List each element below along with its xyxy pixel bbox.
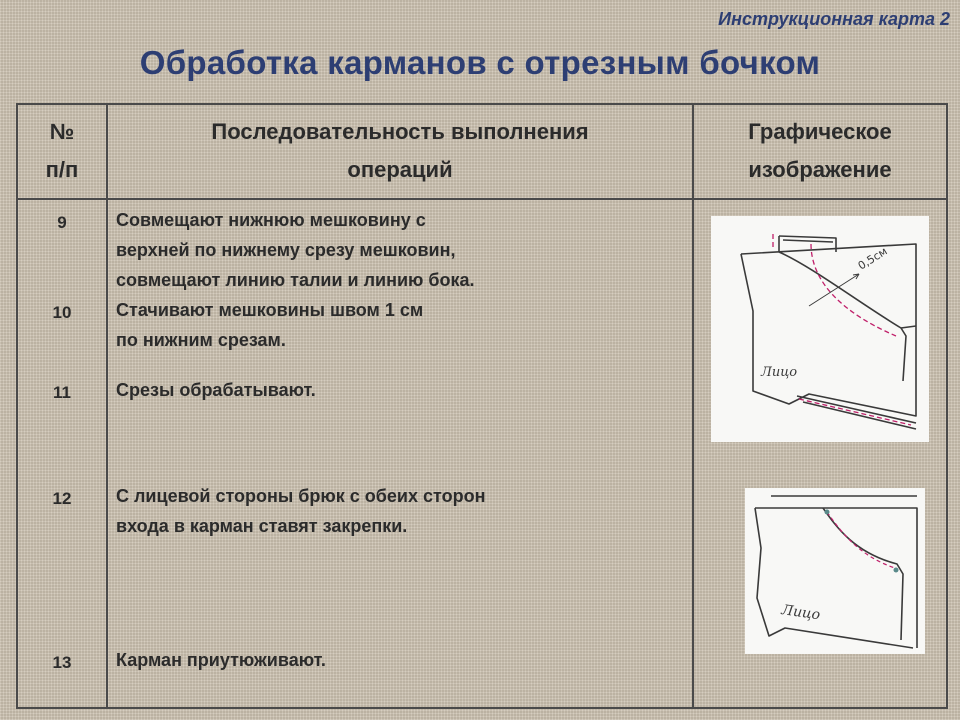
header-image: Графическое изображение xyxy=(748,119,892,182)
header-number: № п/п xyxy=(45,119,79,182)
pocket-sketch-bartacks xyxy=(745,488,925,654)
row-number: 10 xyxy=(52,303,72,322)
row-number: 12 xyxy=(52,489,72,508)
row-operation: Стачивают мешковины швом 1 см по нижним срезам. xyxy=(116,300,424,350)
pocket-sketch-stitching xyxy=(711,216,929,442)
card-label: Инструкционная карта 2 xyxy=(718,9,950,29)
dimension-label: 0,5см xyxy=(855,244,890,273)
page-title: Обработка карманов с отрезным бочком xyxy=(139,44,821,81)
row-operation: Срезы обрабатывают. xyxy=(116,380,316,400)
row-operation: Карман приутюживают. xyxy=(116,650,326,670)
face-label: Лицо xyxy=(761,365,798,380)
header-divider xyxy=(18,198,946,200)
row-operation: С лицевой стороны брюк с обеих сторон входа в карман ставят закрепки. xyxy=(116,486,486,536)
row-number: 9 xyxy=(57,213,67,232)
face-label: Лицо xyxy=(780,602,822,624)
header-sequence: Последовательность выполнения операций xyxy=(211,119,589,182)
row-operation: Совмещают нижнюю мешковину с верхней по нижнему срезу мешковин, совмещают линию талии и линию бока. xyxy=(116,210,475,290)
column-divider xyxy=(692,105,694,707)
column-divider xyxy=(106,105,108,707)
row-number: 11 xyxy=(53,383,71,402)
row-number: 13 xyxy=(52,653,72,672)
